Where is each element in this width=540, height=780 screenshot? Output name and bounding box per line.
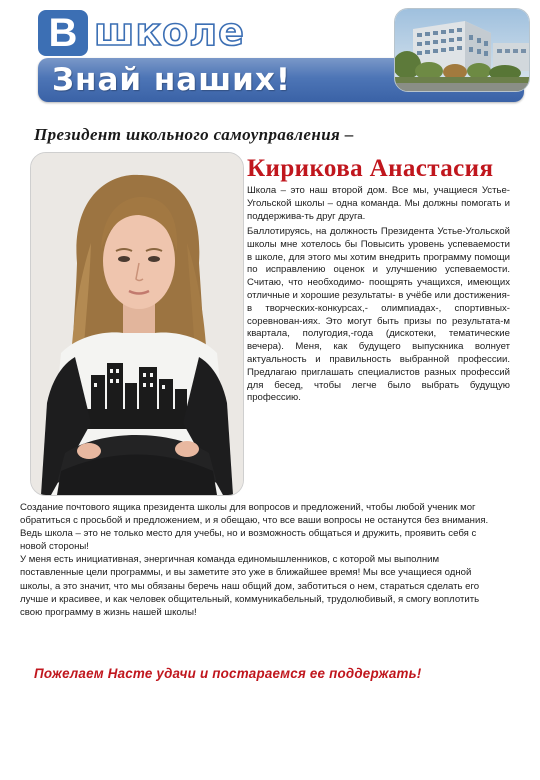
president-title: Президент школьного самоуправления – (34, 125, 354, 144)
logo-word: школе (94, 10, 245, 54)
bottom-paragraph: У меня есть инициативная, энергичная команда единомышленников, с которой мы выполним поставленные цели программы, и вы заметите это уже в ближайшее время! Мы все учащиеся одной школы, а это значит, что мы обязаны беречь наш общий дом, заботиться о нем, стараться сделать его лучше и красивее, и как человек общительный, коммуникабельный, трудолюбивый, я смогу воплотить свою программу в жизнь нашей школы! (20, 554, 480, 618)
logo-badge (38, 10, 88, 56)
logo-letter: В (48, 11, 78, 55)
bottom-paragraph: Создание почтового ящика президента школы для вопросов и предложений, чтобы любой ученик мог обратиться с просьбой и предложением, и я обещаю, что все ваши вопросы не останутся без внимания. (20, 502, 489, 527)
bottom-paragraph: Ведь школа – это не только место для учебы, но и возможность общаться и дружить, проявить себя с новой стороны! (20, 528, 477, 553)
column-paragraph: Баллотируясь, на должность Президента Устье-Угольской школы мне хотелось бы Повысить уровень успеваемости в школе, для этого мы хотим внедрить программу помощи по исправлению оценок и улучшению успеваемости. Считаю, что необходимо- поощрять учащихся, имеющих отличные и хорошие результаты- в учёбе или достижения- в творческих-конкурсах,- олимпиадах-, спортивных- соревнован-иях. Это могут быть призы по результата-м квартала, полугодия,-года (дискотеки, тематические вечера). Меня, как будущего выпускника волнует актуальность и правильность выбранной профессии. Предлагаю приглашать специалистов разных профессий для бесед, чтобы легче было выбрать будущую профессию. (247, 226, 510, 404)
bottom-text-block (20, 501, 498, 619)
program-paragraph (247, 226, 510, 405)
column-paragraph: Школа – это наш второй дом. Все мы, учащиеся Устье-Угольской школы – одна команда. Мы должны помогать и поддержива-ть друг друга. (247, 185, 510, 222)
intro-paragraph (247, 185, 510, 223)
candidate-name: Кирикова Анастасия (247, 155, 494, 182)
closing-wish: Пожелаем Насте удачи и постараемся ее поддержать! (34, 666, 422, 681)
banner-title: Знай наших! (52, 62, 291, 98)
school-building-illustration (395, 9, 529, 91)
portrait-illustration (31, 153, 243, 495)
school-building-image (394, 8, 530, 92)
candidate-photo (30, 152, 244, 496)
